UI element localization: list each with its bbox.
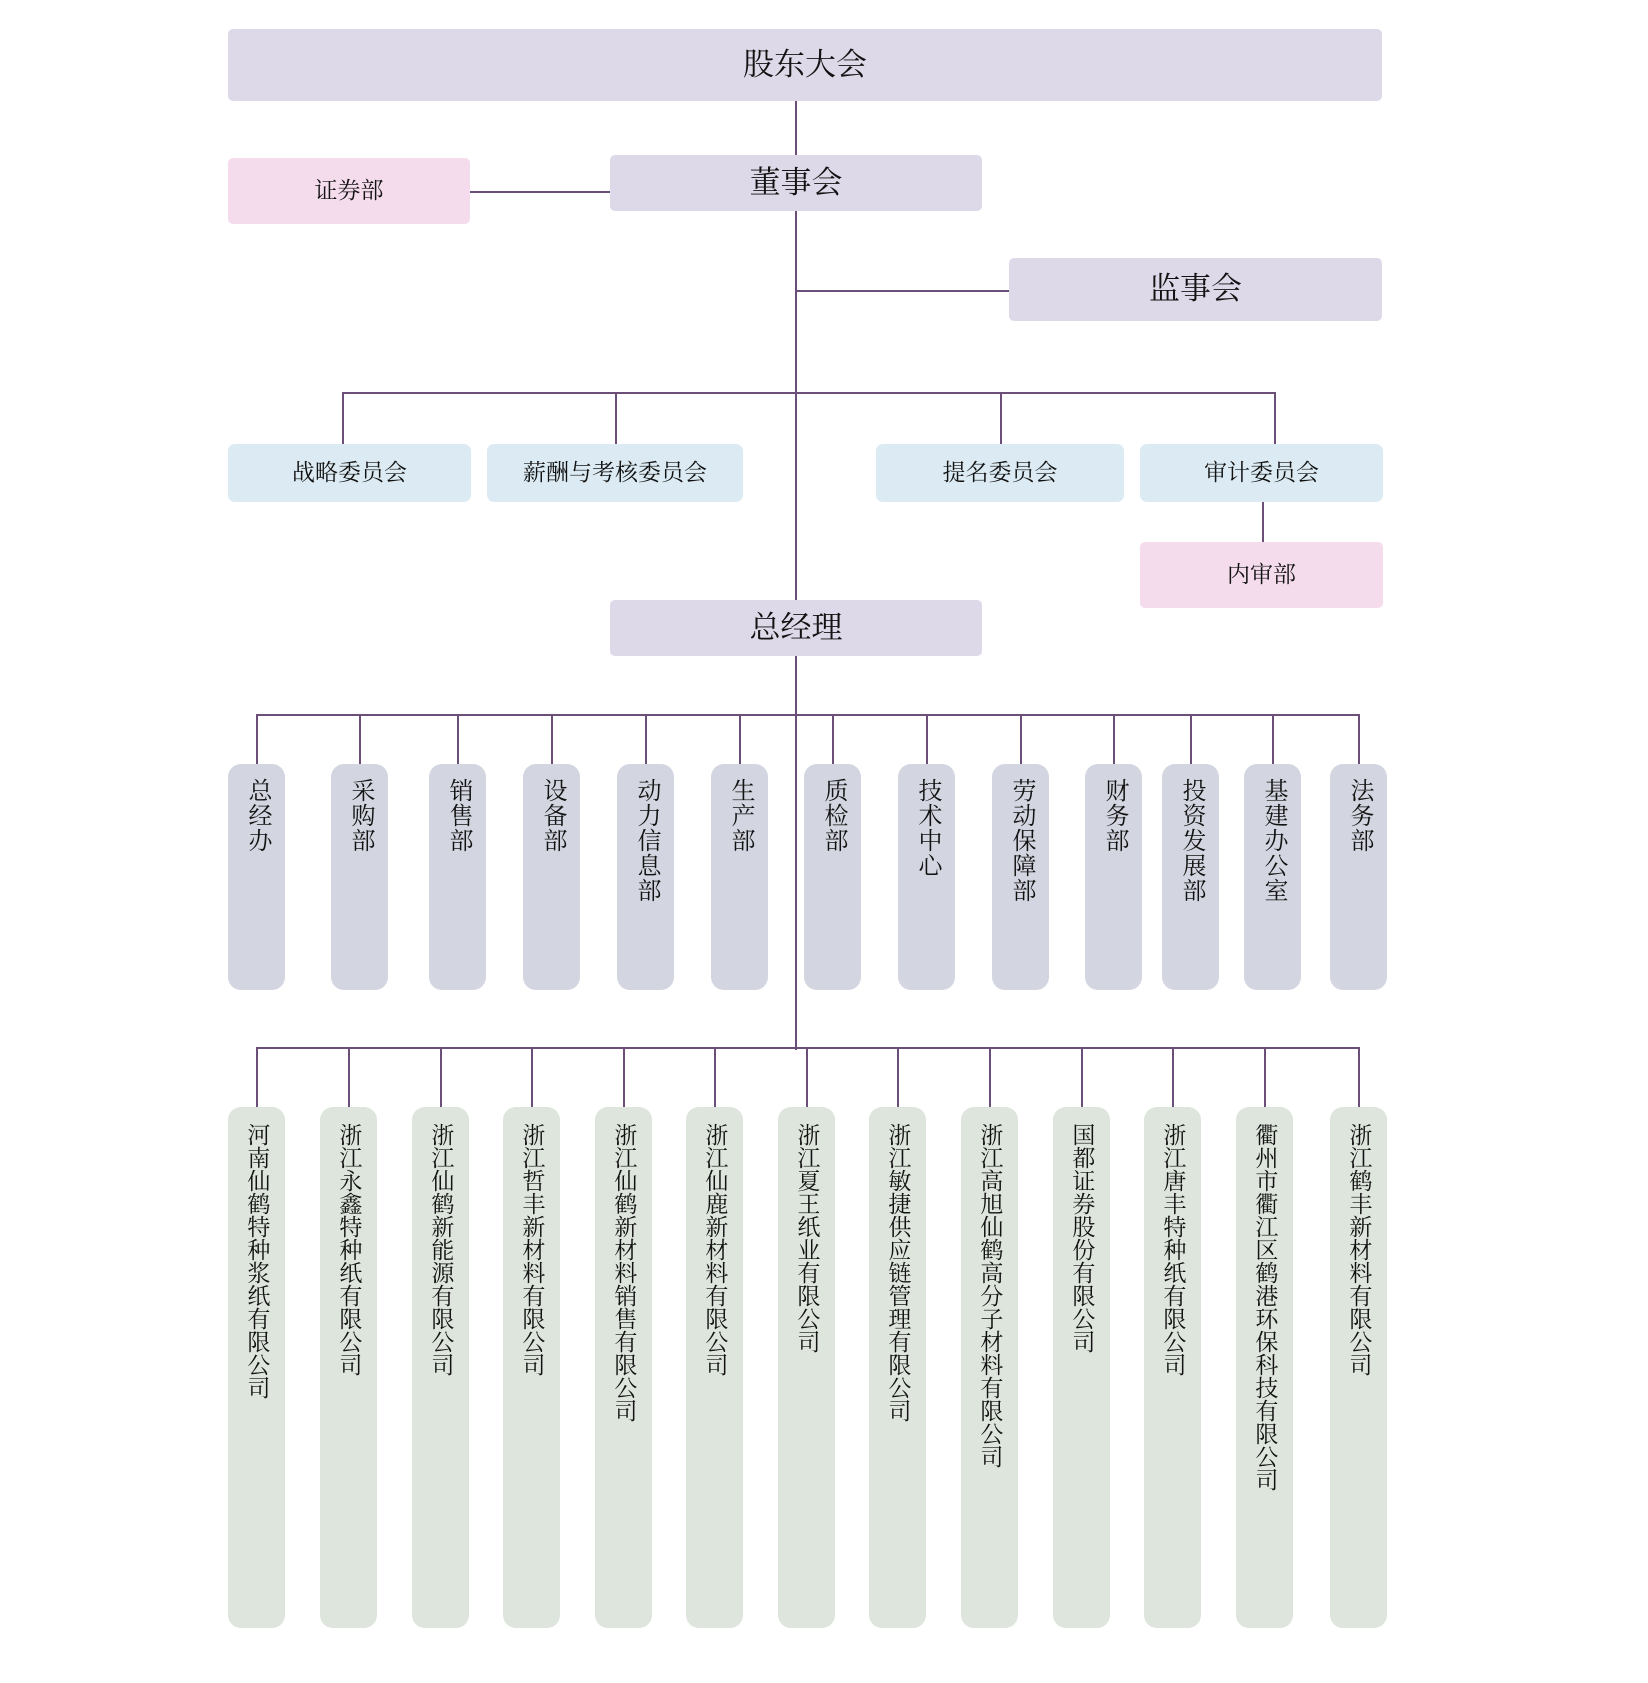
node-committee-strategy[interactable] [228, 444, 471, 502]
connector-sub-drop-6 [714, 1047, 716, 1107]
connector-sub-drop-12 [1264, 1047, 1266, 1107]
node-label: 浙江高旭仙鹤高分子材料有限公司 [977, 1123, 1004, 1468]
connector-gm-to-dept-bus [795, 656, 797, 716]
node-subsidiary-zhejiang-yongxin[interactable] [320, 1107, 377, 1628]
node-label: 证券部 [314, 177, 384, 204]
node-label: 采购部 [346, 778, 374, 853]
node-department-labor-security[interactable] [992, 764, 1049, 990]
node-board-of-supervisors[interactable] [1009, 258, 1382, 321]
node-label: 设备部 [538, 778, 566, 853]
node-subsidiary-zhejiang-xianlu[interactable] [686, 1107, 743, 1628]
node-label: 提名委员会 [942, 459, 1058, 486]
node-label: 浙江仙鹤新材料销售有限公司 [611, 1123, 638, 1422]
node-department-quality-inspection[interactable] [804, 764, 861, 990]
connector-dept-drop-9 [1020, 714, 1022, 764]
connector-dept-drop-8 [926, 714, 928, 764]
connector-audit-to-internal-audit [1262, 501, 1264, 542]
connector-dept-bus [256, 714, 1358, 716]
connector-sub-drop-11 [1172, 1047, 1174, 1107]
connector-dept-drop-11 [1190, 714, 1192, 764]
node-label: 销售部 [444, 778, 472, 853]
node-internal-audit-department[interactable] [1140, 542, 1383, 608]
node-general-manager[interactable] [610, 600, 982, 656]
node-department-investment-development[interactable] [1162, 764, 1219, 990]
node-label: 浙江仙鹿新材料有限公司 [702, 1123, 729, 1376]
node-label: 浙江仙鹤新能源有限公司 [428, 1123, 455, 1376]
connector-sub-drop-7 [806, 1047, 808, 1107]
node-department-power-information[interactable] [617, 764, 674, 990]
connector-board-to-supervisors [795, 290, 1009, 292]
connector-committee-drop-1 [342, 392, 344, 444]
connector-sub-drop-4 [531, 1047, 533, 1107]
node-subsidiary-henan-xianhe[interactable] [228, 1107, 285, 1628]
node-label: 基建办公室 [1259, 778, 1287, 903]
node-subsidiary-zhejiang-xianhe-sales[interactable] [595, 1107, 652, 1628]
node-label: 浙江敏捷供应链管理有限公司 [885, 1123, 912, 1422]
node-label: 薪酬与考核委员会 [523, 459, 707, 486]
connector-board-trunk [795, 211, 797, 616]
connector-committee-drop-3 [1000, 392, 1002, 444]
node-label: 董事会 [749, 164, 843, 200]
node-label: 法务部 [1345, 778, 1373, 853]
node-department-sales[interactable] [429, 764, 486, 990]
node-subsidiary-zhejiang-zhefeng[interactable] [503, 1107, 560, 1628]
node-label: 劳动保障部 [1007, 778, 1035, 903]
connector-dept-drop-2 [359, 714, 361, 764]
connector-sub-drop-10 [1081, 1047, 1083, 1107]
node-department-legal-affairs[interactable] [1330, 764, 1387, 990]
node-committee-remuneration-appraisal[interactable] [487, 444, 743, 502]
node-label: 河南仙鹤特种浆纸有限公司 [244, 1123, 271, 1399]
node-label: 内审部 [1227, 561, 1296, 588]
node-subsidiary-zhejiang-tangfeng[interactable] [1144, 1107, 1201, 1628]
node-securities-department[interactable] [228, 158, 470, 224]
node-subsidiary-zhejiang-hefeng[interactable] [1330, 1107, 1387, 1628]
connector-gm-trunk-lower [795, 714, 797, 1050]
node-committee-audit[interactable] [1140, 444, 1383, 502]
node-label: 财务部 [1100, 778, 1128, 853]
connector-sub-drop-9 [989, 1047, 991, 1107]
node-label: 浙江哲丰新材料有限公司 [519, 1123, 546, 1376]
connector-sub-drop-2 [348, 1047, 350, 1107]
connector-dept-drop-7 [832, 714, 834, 764]
node-subsidiary-quzhou-hegang[interactable] [1236, 1107, 1293, 1628]
node-label: 国都证券股份有限公司 [1069, 1123, 1096, 1353]
connector-committee-drop-4 [1274, 392, 1276, 444]
node-subsidiary-zhejiang-gaoxu-xianhe[interactable] [961, 1107, 1018, 1628]
connector-shareholders-to-board [795, 101, 797, 156]
connector-committee-drop-2 [615, 392, 617, 444]
node-department-general-office[interactable] [228, 764, 285, 990]
connector-dept-drop-10 [1113, 714, 1115, 764]
node-department-finance[interactable] [1085, 764, 1142, 990]
node-label: 股东大会 [743, 46, 867, 82]
node-label: 质检部 [819, 778, 847, 853]
node-label: 投资发展部 [1177, 778, 1205, 903]
node-committee-nomination[interactable] [876, 444, 1124, 502]
connector-dept-drop-12 [1272, 714, 1274, 764]
node-board-of-directors[interactable] [610, 155, 982, 211]
connector-securities-to-board [470, 191, 610, 193]
node-label: 技术中心 [913, 778, 941, 878]
connector-sub-drop-1 [256, 1047, 258, 1107]
node-label: 审计委员会 [1204, 459, 1319, 486]
connector-dept-drop-1 [256, 714, 258, 764]
node-label: 生产部 [726, 778, 754, 853]
node-shareholders-meeting[interactable] [228, 29, 1382, 101]
connector-dept-drop-3 [457, 714, 459, 764]
node-subsidiary-zhejiang-xiawang[interactable] [778, 1107, 835, 1628]
node-label: 动力信息部 [632, 778, 660, 903]
node-department-procurement[interactable] [331, 764, 388, 990]
node-department-infrastructure-office[interactable] [1244, 764, 1301, 990]
connector-dept-drop-4 [551, 714, 553, 764]
node-subsidiary-zhejiang-minjie[interactable] [869, 1107, 926, 1628]
connector-committee-bus [342, 392, 1276, 394]
connector-dept-drop-13 [1358, 714, 1360, 764]
node-label: 浙江永鑫特种纸有限公司 [336, 1123, 363, 1376]
node-department-production[interactable] [711, 764, 768, 990]
node-subsidiary-zhejiang-xianhe-new-energy[interactable] [412, 1107, 469, 1628]
connector-sub-drop-13 [1358, 1047, 1360, 1107]
node-department-equipment[interactable] [523, 764, 580, 990]
node-label: 总经理 [749, 609, 843, 645]
connector-dept-drop-6 [739, 714, 741, 764]
node-department-technology-center[interactable] [898, 764, 955, 990]
connector-dept-drop-5 [645, 714, 647, 764]
connector-sub-drop-5 [623, 1047, 625, 1107]
node-label: 衢州市衢江区鹤港环保科技有限公司 [1252, 1123, 1279, 1491]
node-label: 监事会 [1149, 271, 1242, 307]
node-label: 总经办 [243, 778, 271, 853]
node-subsidiary-guodu-securities[interactable] [1053, 1107, 1110, 1628]
connector-sub-drop-8 [897, 1047, 899, 1107]
node-label: 浙江夏王纸业有限公司 [794, 1123, 821, 1353]
node-label: 战略委员会 [292, 459, 407, 486]
connector-sub-drop-3 [440, 1047, 442, 1107]
node-label: 浙江鹤丰新材料有限公司 [1346, 1123, 1373, 1376]
node-label: 浙江唐丰特种纸有限公司 [1160, 1123, 1187, 1376]
